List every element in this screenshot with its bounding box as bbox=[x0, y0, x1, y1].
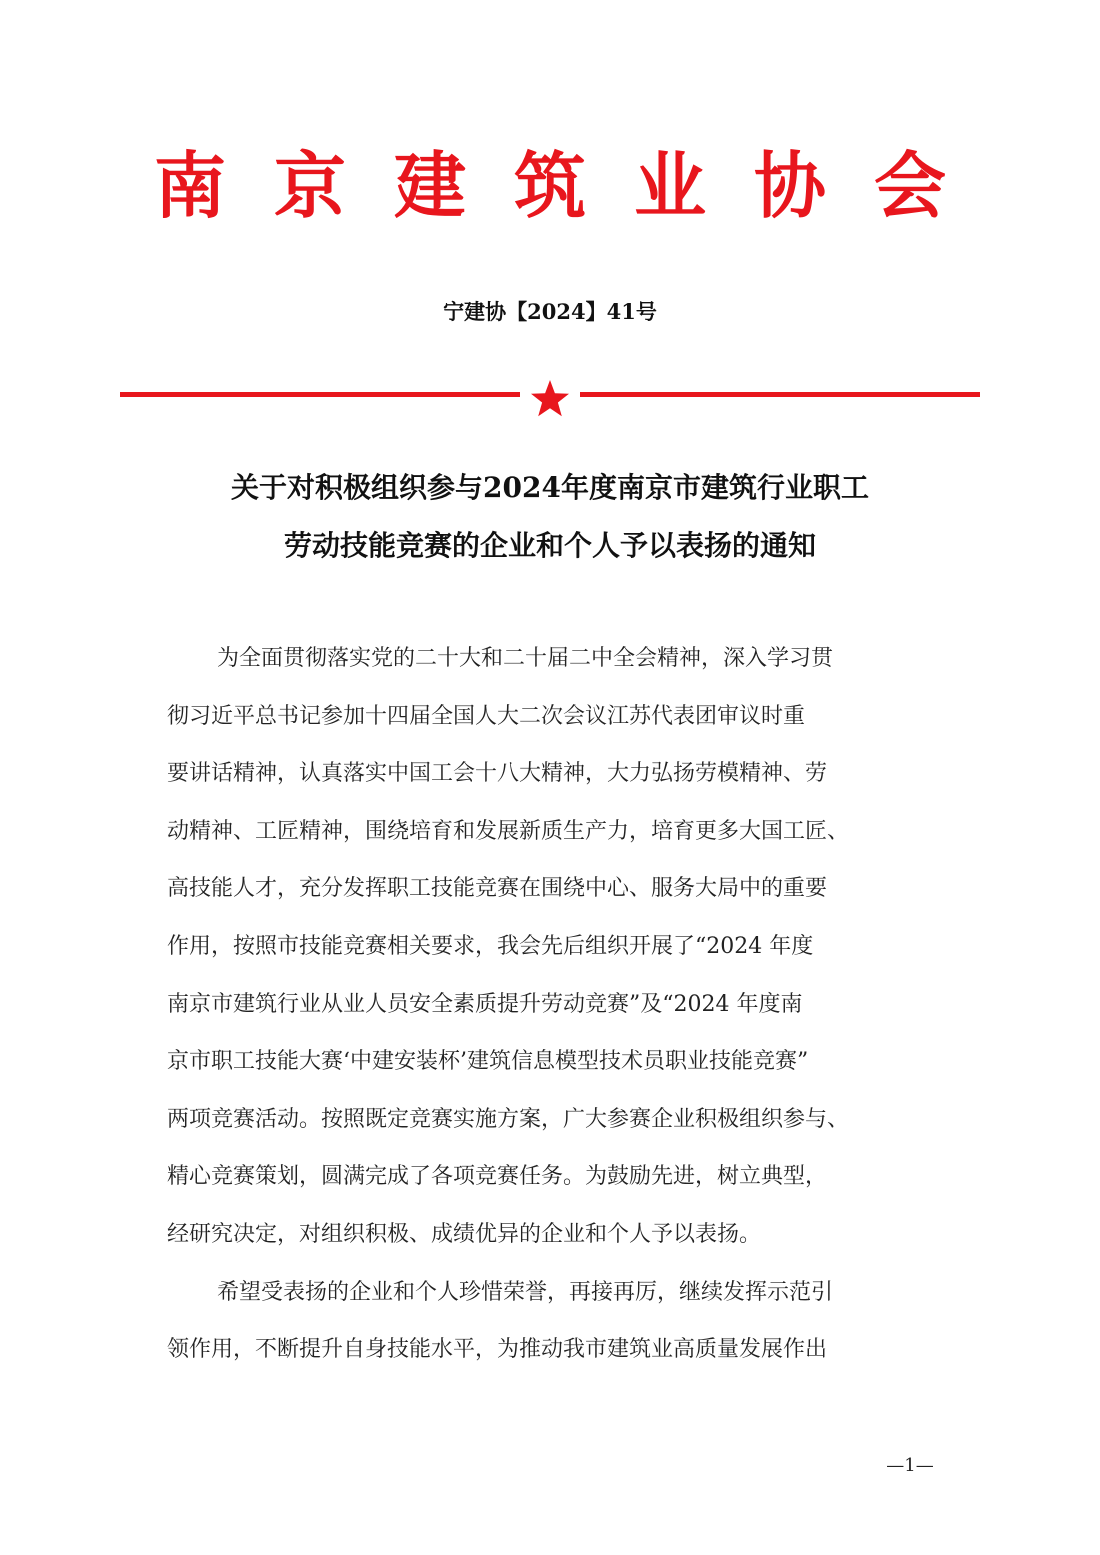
page-number: —1— bbox=[886, 1455, 934, 1476]
organization-name: 南京建筑业协会 bbox=[153, 143, 994, 228]
divider-line-left bbox=[120, 392, 520, 397]
paragraph-line: 京市职工技能大赛‘中建安装杯’建筑信息模型技术员职业技能竞赛” bbox=[167, 1049, 809, 1075]
star-icon bbox=[531, 380, 569, 416]
red-divider bbox=[120, 378, 980, 418]
notice-title bbox=[0, 463, 1100, 579]
paragraph-line: 彻习近平总书记参加十四届全国人大二次会议江苏代表团审议时重 bbox=[167, 703, 806, 729]
divider-line-right bbox=[580, 392, 980, 397]
paragraph-line: 作用，按照市技能竞赛相关要求，我会先后组织开展了“2024 年度 bbox=[167, 933, 814, 959]
paragraph-line: 南京市建筑行业从业人员安全素质提升劳动竞赛”及“2024 年度南 bbox=[167, 991, 803, 1017]
paragraph-line: 要讲话精神，认真落实中国工会十八大精神，大力弘扬劳模精神、劳 bbox=[167, 761, 828, 787]
notice-title-line: 劳动技能竞赛的企业和个人予以表扬的通知 bbox=[283, 529, 816, 562]
paragraph-line: 两项竞赛活动。按照既定竞赛实施方案，广大参赛企业积极组织参与、 bbox=[167, 1106, 850, 1132]
paragraph-line: 高技能人才，充分发挥职工技能竞赛在围绕中心、服务大局中的重要 bbox=[167, 876, 828, 902]
notice-title-line: 关于对积极组织参与2024年度南京市建筑行业职工 bbox=[231, 471, 869, 504]
paragraph-line: 经研究决定，对组织积极、成绩优异的企业和个人予以表扬。 bbox=[167, 1221, 762, 1247]
paragraph-line: 动精神、工匠精神，围绕培育和发展新质生产力，培育更多大国工匠、 bbox=[167, 818, 850, 844]
document-number: 宁建协【2024】41号 bbox=[443, 299, 657, 324]
paragraph-line: 希望受表扬的企业和个人珍惜荣誉，再接再厉，继续发挥示范引 bbox=[217, 1279, 834, 1305]
paragraph-line: 领作用，不断提升自身技能水平，为推动我市建筑业高质量发展作出 bbox=[167, 1337, 828, 1363]
body-text bbox=[167, 630, 937, 1379]
paragraph-line: 精心竞赛策划，圆满完成了各项竞赛任务。为鼓励先进，树立典型， bbox=[167, 1164, 828, 1190]
paragraph-line: 为全面贯彻落实党的二十大和二十届二中全会精神，深入学习贯 bbox=[217, 646, 834, 671]
